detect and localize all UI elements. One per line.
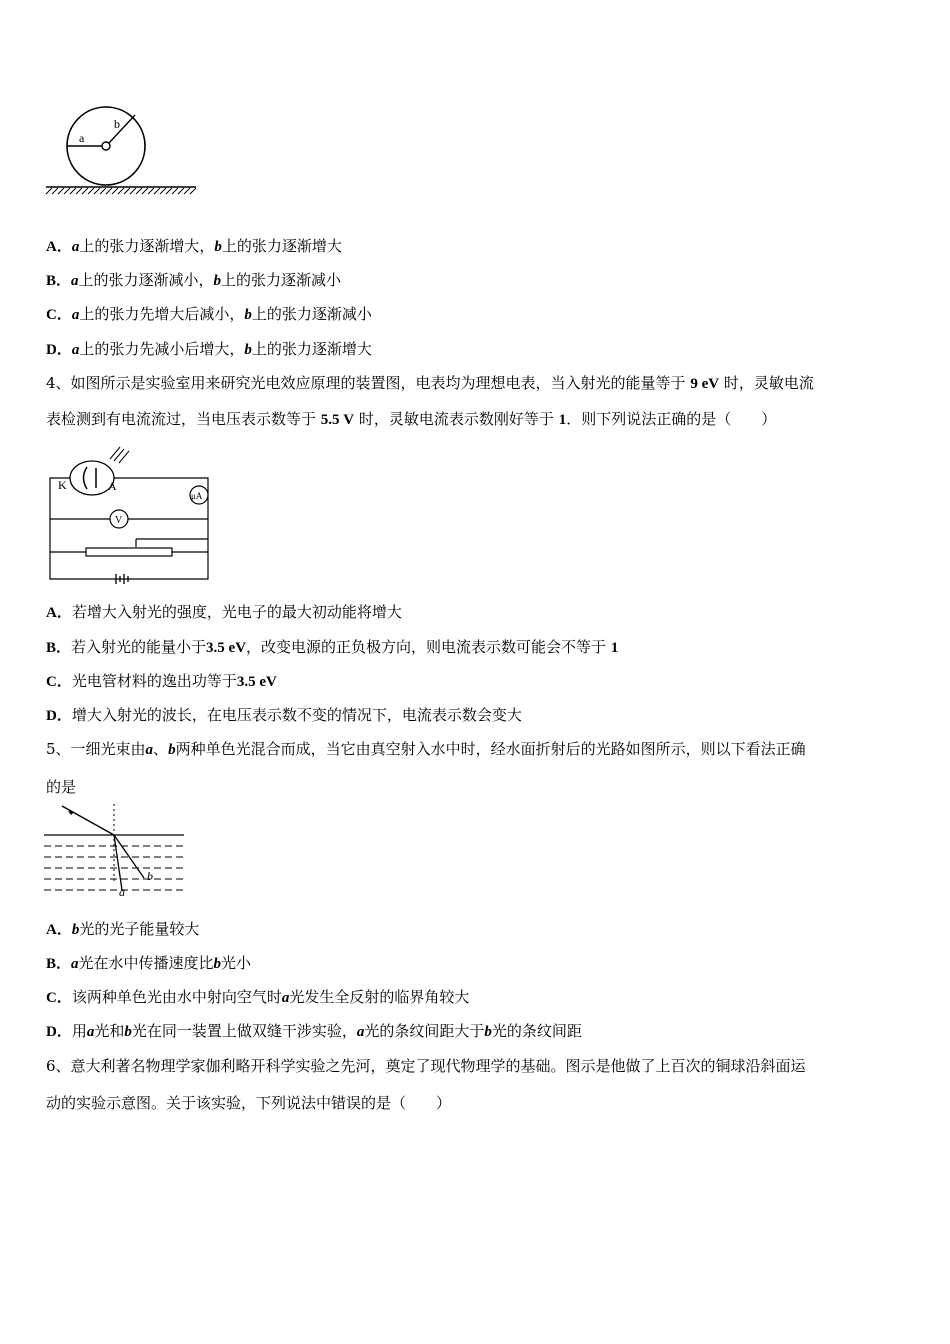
q4-option-d: D．增大入射光的波长，在电压表示数不变的情况下，电流表示数会变大	[46, 706, 522, 724]
q5-option-c: C．该两种单色光由水中射向空气时a光发生全反射的临界角较大	[46, 988, 470, 1006]
q6-stem-line1: 6、意大利著名物理学家伽利略开科学实验之先河，奠定了现代物理学的基础。图示是他做了上百次的铜球沿斜面运	[46, 1057, 806, 1075]
q4-stem-line1: 4、如图所示是实验室用来研究光电效应原理的装置图，电表均为理想电表，当入射光的能量等于 9 eV 时，灵敏电流	[46, 374, 814, 392]
q5-option-d: D．用a光和b光在同一装置上做双缝干涉实验，a光的条纹间距大于b光的条纹间距	[46, 1022, 582, 1040]
fig1-label-b: b	[114, 117, 120, 131]
circle-string-figure	[42, 102, 202, 198]
q6-stem-line2: 动的实验示意图。关于该实验，下列说法中错误的是（ ）	[46, 1094, 452, 1112]
fig2-label-voltmeter: V	[115, 515, 123, 526]
q5-option-b: B．a光在水中传播速度比b光小	[46, 954, 252, 972]
fig2-label-a: A	[108, 479, 117, 493]
q5-stem-line1: 5、一细光束由a、b两种单色光混合而成，当它由真空射入水中时，经水面折射后的光路如图所示，则以下看法正确	[46, 740, 806, 758]
photoelectric-circuit-figure	[44, 443, 214, 583]
fig3-label-b: b	[147, 869, 153, 883]
fig1-label-a: a	[79, 131, 85, 145]
q3-option-c: C．a上的张力先增大后减小，b上的张力逐渐减小	[46, 305, 372, 323]
q5-option-a: A．b光的光子能量较大	[46, 920, 200, 938]
q3-option-a: A．a上的张力逐渐增大，b上的张力逐渐增大	[46, 237, 342, 255]
q3-option-b: B．a上的张力逐渐减小，b上的张力逐渐减小	[46, 271, 342, 289]
q4-stem-line2: 表检测到有电流流过，当电压表示数等于 5.5 V 时，灵敏电流表示数刚好等于 1．则下列说法正确的是（ ）	[46, 410, 777, 428]
fig3-label-a: a	[119, 885, 125, 899]
q4-option-c: C．光电管材料的逸出功等于3.5 eV	[46, 672, 277, 690]
q4-option-a: A．若增大入射光的强度，光电子的最大初动能将增大	[46, 603, 402, 621]
fig2-label-k: K	[58, 478, 67, 492]
fig2-label-microammeter: μA	[191, 491, 203, 501]
refraction-figure	[44, 802, 189, 898]
q3-option-d: D．a上的张力先减小后增大，b上的张力逐渐增大	[46, 340, 372, 358]
q4-option-b: B．若入射光的能量小于3.5 eV，改变电源的正负极方向，则电流表示数可能会不等于 1	[46, 638, 619, 656]
q5-stem-line2: 的是	[46, 778, 77, 796]
